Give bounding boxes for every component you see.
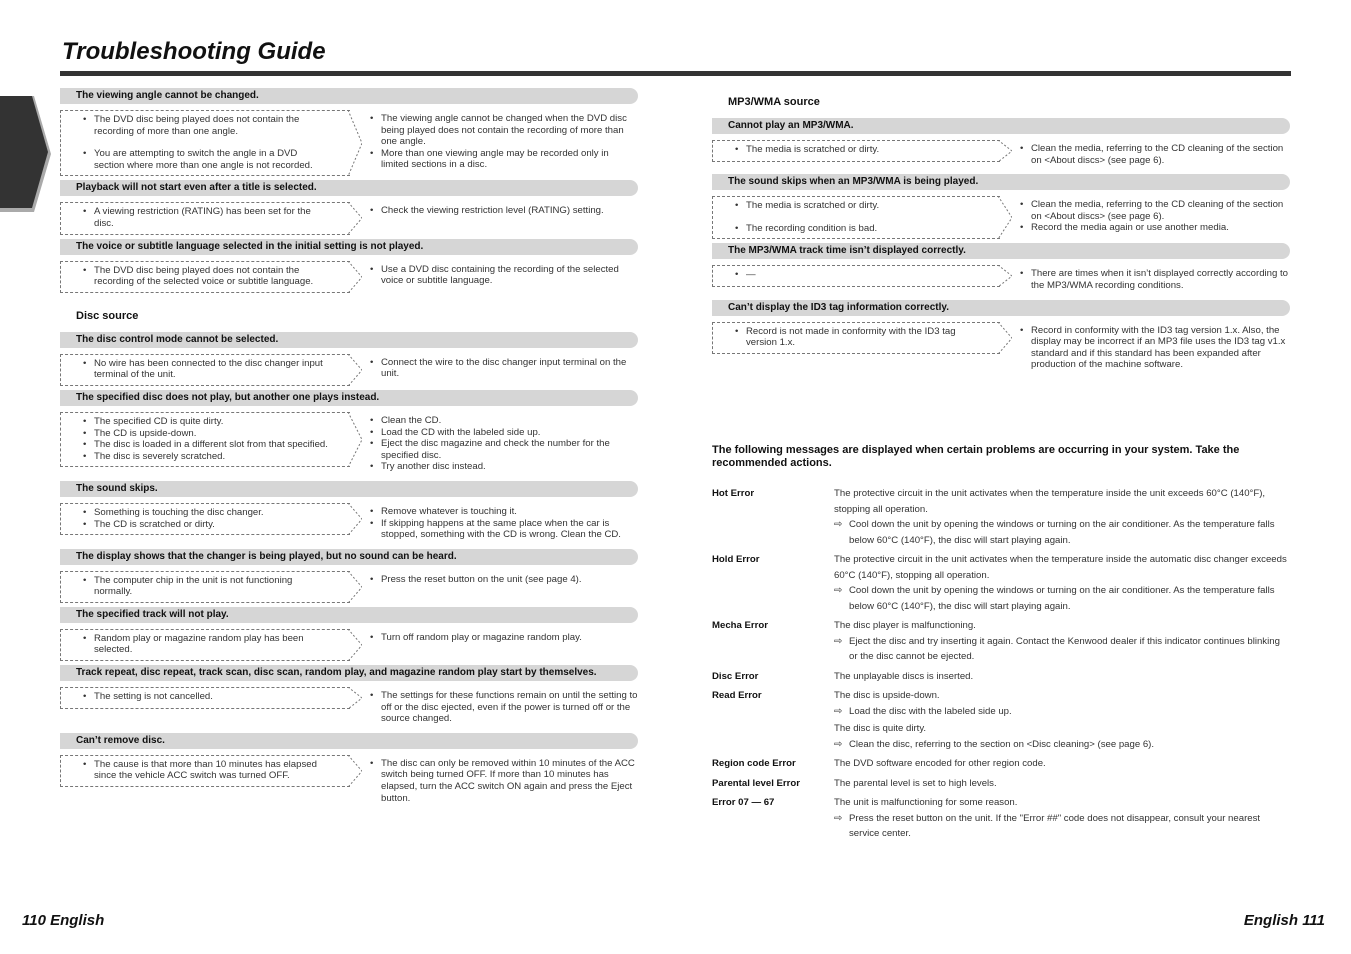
cause-remedy-row	[60, 110, 638, 176]
dvd-troubleshooting-list	[60, 88, 638, 293]
troubleshooting-block	[60, 88, 638, 176]
remedy-item: • Load the CD with the labeled side up.	[370, 427, 638, 439]
troubleshooting-block	[712, 243, 1290, 295]
problem-heading: The sound skips.	[60, 481, 638, 497]
error-row	[712, 688, 1290, 752]
arrow-right-icon	[348, 571, 362, 603]
remedy-item: • If skipping happens at the same place when the car is stopped, something with the CD is wrong. Clean the CD.	[370, 518, 638, 541]
spacer	[83, 137, 330, 148]
cause-item: • The computer chip in the unit is not functioning normally.	[83, 575, 330, 598]
error-row	[712, 756, 1290, 772]
error-cause: The disc player is malfunctioning.	[834, 620, 976, 631]
cause-item: • The CD is upside-down.	[83, 428, 330, 440]
error-name: Mecha Error	[712, 620, 768, 631]
troubleshooting-block	[712, 174, 1290, 239]
disc-troubleshooting-list	[60, 332, 638, 808]
error-name: Read Error	[712, 690, 762, 701]
problem-heading: The specified disc does not play, but another one plays instead.	[60, 390, 638, 406]
troubleshooting-block	[60, 549, 638, 603]
error-description	[834, 669, 1290, 685]
problem-heading: Track repeat, disc repeat, track scan, disc scan, random play, and magazine random play start by themselves.	[60, 665, 638, 681]
remedy-item: • Use a DVD disc containing the recording of the selected voice or subtitle language.	[370, 264, 638, 287]
remedy-box	[354, 110, 638, 175]
troubleshooting-block	[60, 481, 638, 545]
error-description	[834, 795, 1290, 842]
error-action: ⇨ Press the reset button on the unit. If the "Error ##" code does not disappear, consult your nearest service center.	[834, 811, 1290, 842]
cause-box	[712, 265, 1000, 287]
cause-box	[712, 322, 1000, 354]
cause-remedy-row	[712, 265, 1290, 295]
cause-box	[712, 140, 1000, 162]
arrow-right-icon	[348, 202, 362, 234]
problem-heading: The voice or subtitle language selected in the initial setting is not played.	[60, 239, 638, 255]
cause-item: • The CD is scratched or dirty.	[83, 519, 330, 531]
cause-item: • The DVD disc being played does not contain the recording of more than one angle.	[83, 114, 330, 137]
cause-box	[60, 755, 350, 787]
problem-heading: The sound skips when an MP3/WMA is being played.	[712, 174, 1290, 190]
error-name: Region code Error	[712, 758, 796, 769]
cause-box	[60, 202, 350, 234]
error-description	[834, 618, 1290, 665]
remedy-item: • Clean the media, referring to the CD cleaning of the section on <About discs> (see page 6).	[1020, 143, 1290, 166]
error-row	[712, 552, 1290, 614]
arrow-right-icon	[348, 755, 362, 787]
remedy-item: • Record in conformity with the ID3 tag version 1.x. Also, the display may be incorrect if an MP3 file uses the ID3 tag v1.x standard and if this standard has been expanded after production of the machine software.	[1020, 325, 1290, 371]
cause-remedy-row	[60, 354, 638, 386]
mp3-source-title: MP3/WMA source	[728, 96, 820, 108]
cause-box	[60, 503, 350, 535]
cause-item: • —	[735, 269, 980, 281]
remedy-box	[354, 503, 638, 545]
arrow-right-icon	[348, 687, 362, 709]
troubleshooting-block	[60, 733, 638, 808]
remedy-item: • Turn off random play or magazine random play.	[370, 632, 638, 644]
remedy-box	[1004, 140, 1290, 170]
spacer	[735, 212, 980, 223]
error-messages-intro: The following messages are displayed when certain problems are occurring in your system. Take the recommended actions.	[712, 444, 1240, 469]
arrow-right-icon	[348, 354, 362, 386]
cause-remedy-row	[60, 412, 638, 477]
error-messages-table	[712, 486, 1290, 846]
cause-item: • The setting is not cancelled.	[83, 691, 330, 703]
error-name: Hold Error	[712, 554, 760, 565]
cause-remedy-row	[712, 140, 1290, 170]
error-name: Disc Error	[712, 670, 759, 682]
remedy-item: • Connect the wire to the disc changer input terminal on the unit.	[370, 357, 638, 380]
mp3-troubleshooting-list	[712, 118, 1290, 375]
remedy-box	[1004, 265, 1290, 295]
error-description	[834, 776, 1290, 792]
remedy-item: • Record the media again or use another media.	[1020, 222, 1290, 234]
remedy-item: • Eject the disc magazine and check the number for the specified disc.	[370, 438, 638, 461]
arrow-right-icon	[998, 265, 1012, 287]
cause-item: • Record is not made in conformity with the ID3 tag version 1.x.	[735, 326, 980, 349]
remedy-box	[354, 629, 638, 648]
remedy-item: • Clean the CD.	[370, 415, 638, 427]
cause-item: • The DVD disc being played does not contain the recording of the selected voice or subtitle language.	[83, 265, 330, 288]
error-cause: The disc is quite dirty.	[834, 723, 927, 734]
page-title: Troubleshooting Guide	[62, 38, 326, 65]
cause-remedy-row	[60, 629, 638, 661]
cause-box	[60, 687, 350, 709]
problem-heading: Playback will not start even after a title is selected.	[60, 180, 638, 196]
troubleshooting-block	[60, 239, 638, 293]
problem-heading: Can’t remove disc.	[60, 733, 638, 749]
cause-item: • Random play or magazine random play has been selected.	[83, 633, 330, 656]
problem-heading: The specified track will not play.	[60, 607, 638, 623]
remedy-item: • The settings for these functions remain on until the setting to off or the disc ejected, even if the power is turned off or the source changed.	[370, 690, 638, 725]
troubleshooting-block	[60, 607, 638, 661]
remedy-box	[354, 261, 638, 291]
error-name: Parental level Error	[712, 777, 800, 789]
remedy-box	[354, 202, 638, 221]
cause-box	[60, 354, 350, 386]
error-description	[834, 756, 1290, 772]
remedy-item: • Remove whatever is touching it.	[370, 506, 638, 518]
disc-source-title: Disc source	[76, 309, 139, 322]
cause-item: • The media is scratched or dirty.	[735, 200, 980, 212]
cause-remedy-row	[60, 503, 638, 545]
error-cause: The protective circuit in the unit activates when the temperature inside the unit exceeds 60°C (140°F), stopping all operation.	[834, 488, 1266, 515]
title-rule	[60, 71, 1291, 76]
error-cause: The unit is malfunctioning for some reason.	[834, 797, 1018, 808]
arrow-right-icon	[998, 196, 1012, 239]
cause-box	[712, 196, 1000, 239]
cause-item: • You are attempting to switch the angle in a DVD section where more than one angle is not recorded.	[83, 148, 330, 171]
remedy-item: • The viewing angle cannot be changed when the DVD disc being played does not contain the recording of more than one angle.	[370, 113, 638, 148]
error-row	[712, 618, 1290, 665]
error-description	[834, 552, 1290, 614]
cause-remedy-row	[60, 202, 638, 234]
remedy-box	[354, 412, 638, 477]
remedy-box	[354, 687, 638, 729]
error-row	[712, 486, 1290, 548]
language-tab-label: English	[17, 224, 34, 279]
problem-heading: The disc control mode cannot be selected.	[60, 332, 638, 348]
remedy-item: • Clean the media, referring to the CD cleaning of the section on <About discs> (see page 6).	[1020, 199, 1290, 222]
error-cause: The unplayable discs is inserted.	[834, 670, 974, 682]
cause-remedy-row	[60, 755, 638, 808]
error-row	[712, 795, 1290, 842]
cause-remedy-row	[60, 261, 638, 293]
error-row	[712, 669, 1290, 685]
cause-item: • The specified CD is quite dirty.	[83, 416, 330, 428]
cause-remedy-row	[712, 322, 1290, 375]
error-action: ⇨ Cool down the unit by opening the windows or turning on the air conditioner. As the temperature falls below 60°C (140°F), the disc will start playing again.	[834, 517, 1290, 548]
troubleshooting-block	[60, 332, 638, 386]
error-name: Hot Error	[712, 488, 755, 499]
arrow-right-icon	[998, 322, 1012, 354]
cause-box	[60, 110, 350, 176]
error-action: ⇨ Eject the disc and try inserting it again. Contact the Kenwood dealer if this indicator continues blinking or the disc cannot be ejected.	[834, 634, 1290, 665]
arrow-right-icon	[998, 140, 1012, 162]
problem-heading: Cannot play an MP3/WMA.	[712, 118, 1290, 134]
error-action: ⇨ Cool down the unit by opening the windows or turning on the air conditioner. As the temperature falls below 60°C (140°F), the disc will start playing again.	[834, 583, 1290, 614]
arrow-right-icon	[348, 412, 362, 467]
problem-heading: The viewing angle cannot be changed.	[60, 88, 638, 104]
remedy-item: • Press the reset button on the unit (see page 4).	[370, 574, 638, 586]
arrow-right-icon	[348, 629, 362, 661]
cause-remedy-row	[712, 196, 1290, 239]
troubleshooting-block	[60, 665, 638, 729]
left-column	[60, 88, 638, 812]
error-description	[834, 486, 1290, 548]
cause-item: • The disc is severely scratched.	[83, 451, 330, 463]
error-action: ⇨ Load the disc with the labeled side up.	[834, 704, 1290, 720]
troubleshooting-block	[712, 300, 1290, 375]
remedy-box	[1004, 322, 1290, 375]
cause-item: • No wire has been connected to the disc changer input terminal of the unit.	[83, 358, 330, 381]
remedy-item: • More than one viewing angle may be recorded only in limited sections in a disc.	[370, 148, 638, 171]
cause-item: • The media is scratched or dirty.	[735, 144, 980, 156]
troubleshooting-block	[712, 118, 1290, 170]
error-description	[834, 688, 1290, 752]
error-row	[712, 776, 1290, 792]
remedy-box	[354, 354, 638, 384]
right-column	[712, 92, 1290, 379]
cause-remedy-row	[60, 571, 638, 603]
remedy-box	[1004, 196, 1290, 238]
remedy-item: • Check the viewing restriction level (RATING) setting.	[370, 205, 638, 217]
troubleshooting-block	[60, 180, 638, 234]
remedy-box	[354, 755, 638, 808]
cause-remedy-row	[60, 687, 638, 729]
language-tab	[0, 96, 50, 279]
remedy-box	[354, 571, 638, 590]
error-name: Error 07 — 67	[712, 797, 775, 808]
error-cause: The protective circuit in the unit activates when the temperature inside the automatic disc changer exceeds 60°C (140°F), stopping all operation.	[834, 554, 1287, 581]
error-action: ⇨ Clean the disc, referring to the section on <Disc cleaning> (see page 6).	[834, 737, 1290, 753]
cause-item: • The disc is loaded in a different slot from that specified.	[83, 439, 330, 451]
cause-item: • Something is touching the disc changer.	[83, 507, 330, 519]
cause-item: • The cause is that more than 10 minutes has elapsed since the vehicle ACC switch was turned OFF.	[83, 759, 330, 782]
problem-heading: Can’t display the ID3 tag information correctly.	[712, 300, 1290, 316]
page-number-left: 110 English	[22, 912, 105, 929]
cause-box	[60, 261, 350, 293]
error-cause: The DVD software encoded for other region code.	[834, 758, 1046, 769]
remedy-item: • There are times when it isn’t displayed correctly according to the MP3/WMA recording conditions.	[1020, 268, 1290, 291]
arrow-right-icon	[348, 110, 362, 176]
remedy-item: • Try another disc instead.	[370, 461, 638, 473]
cause-item: • The recording condition is bad.	[735, 223, 980, 235]
cause-box	[60, 412, 350, 467]
problem-heading: The MP3/WMA track time isn’t displayed correctly.	[712, 243, 1290, 259]
arrow-right-icon	[348, 503, 362, 535]
page-number-right: English 111	[1243, 912, 1325, 929]
error-cause: The parental level is set to high levels.	[834, 777, 997, 789]
problem-heading: The display shows that the changer is being played, but no sound can be heard.	[60, 549, 638, 565]
cause-item: • A viewing restriction (RATING) has been set for the disc.	[83, 206, 330, 229]
arrow-right-icon	[348, 261, 362, 293]
error-cause: The disc is upside-down.	[834, 690, 940, 701]
remedy-item: • The disc can only be removed within 10 minutes of the ACC switch being turned OFF. If more than 10 minutes has elapsed, turn the ACC switch ON again and press the Eject button.	[370, 758, 638, 804]
troubleshooting-block	[60, 390, 638, 477]
cause-box	[60, 571, 350, 603]
cause-box	[60, 629, 350, 661]
